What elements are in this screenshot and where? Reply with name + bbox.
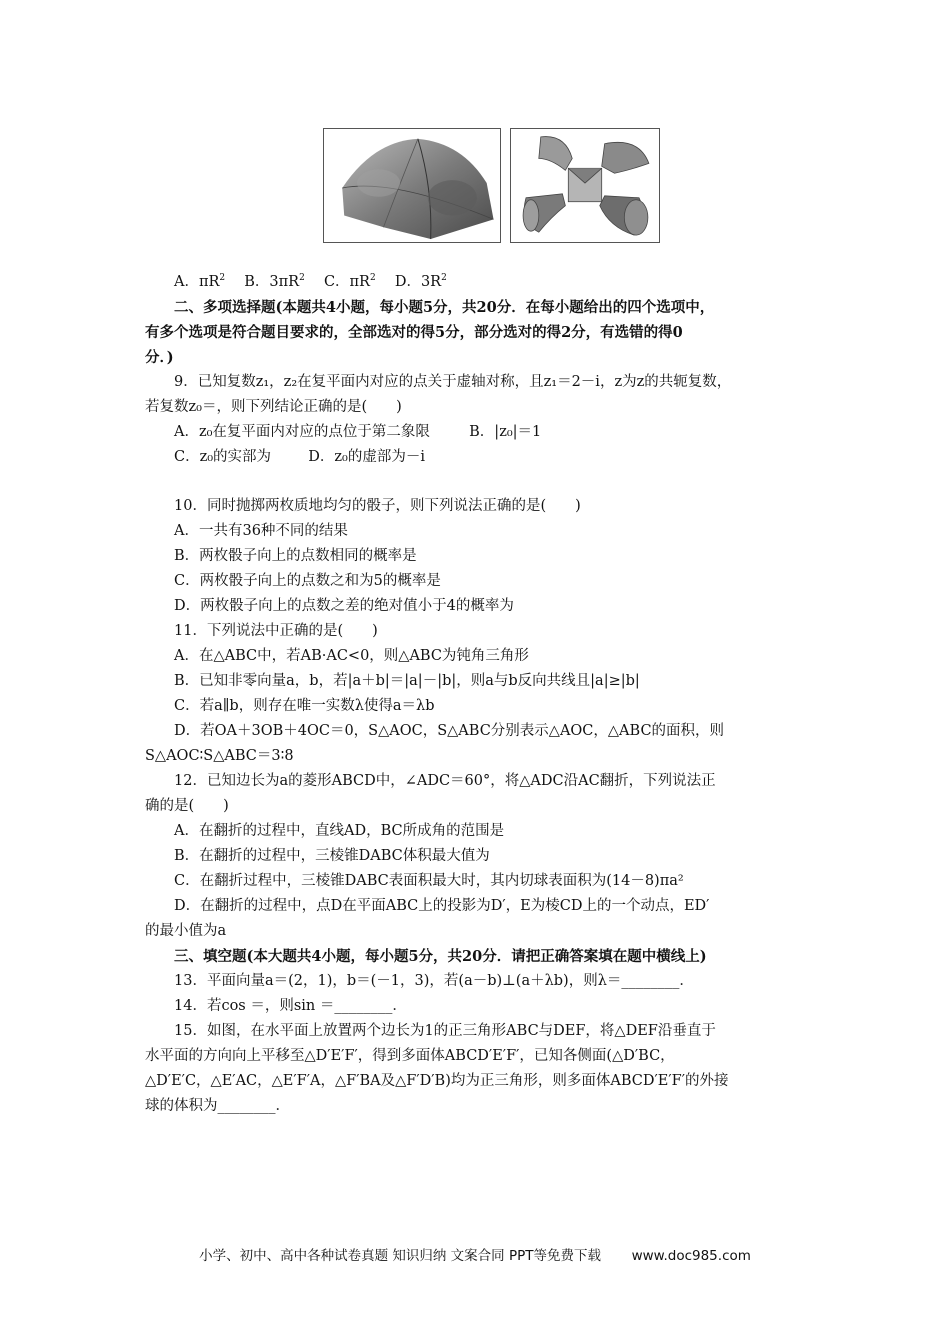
section2-heading-line2: 有多个选项是符合题目要求的，全部选对的得5分，部分选对的得2分，有选错的得0 [145, 324, 683, 341]
q9-option-b: B．|z₀|＝1 [469, 424, 542, 440]
q10-option-a: A．一共有36种不同的结果 [174, 523, 348, 539]
q8-option-d: D．$3R^2$ [394, 273, 447, 290]
rotating-shape-figure [510, 128, 660, 243]
q9-options-cd [145, 445, 815, 470]
q10-option-c: C．两枚骰子向上的点数之和为5的概率是 [174, 573, 441, 589]
q15-line2: 水平面的方向向上平移至△D′E′F′，得到多面体ABCD′E′F′，已知各侧面(△D′BC， [145, 1048, 675, 1064]
q11-option-d-line2: S△AOC∶S△ABC＝3∶8 [145, 748, 294, 764]
q11-option-b: B．已知非零向量a，b，若|a＋b|＝|a|－|b|，则a与b反向共线且|a|≥|b| [174, 673, 640, 689]
q9-option-a: A．z₀在复平面内对应的点位于第二象限 [174, 424, 430, 440]
page-footer [0, 1244, 950, 1264]
figure-row [323, 128, 660, 243]
exam-content [145, 270, 815, 1119]
rotating-shape-image [511, 129, 659, 242]
q15-line1: 15．如图，在水平面上放置两个边长为1的正三角形ABC与DEF，将△DEF沿垂直于 [174, 1023, 716, 1039]
section2-heading-line1: 二、多项选择题(本题共4小题，每小题5分，共20分．在每小题给出的四个选项中， [174, 299, 715, 316]
q8-option-c: C．$\pi R^2$ [323, 273, 376, 290]
q10-stem: 10．同时抛掷两枚质地均匀的骰子，则下列说法正确的是( ) [174, 498, 581, 514]
q13: 13．平面向量a＝(2，1)，b＝(－1，3)，若(a－b)⊥(a＋λb)，则λ＝________． [174, 973, 694, 989]
footer-url[interactable]: www.doc985.com [631, 1248, 751, 1264]
q9-options-ab [145, 420, 815, 445]
q11-option-d-line1: D．若OA＋3OB＋4OC＝0，S△AOC，S△ABC分别表示△AOC，△ABC的面积，则 [174, 723, 725, 739]
q9-stem-line1: 9．已知复数z₁，z₂在复平面内对应的点关于虚轴对称，且z₁＝2－i，z为z的共轭复数， [174, 374, 732, 390]
q10-option-d: D．两枚骰子向上的点数之差的绝对值小于4的概率为 [174, 598, 514, 614]
spacer [145, 470, 815, 494]
q9-stem-line2: 若复数z₀＝，则下列结论正确的是( ) [145, 399, 402, 415]
q15-line3: △D′E′C，△E′AC，△E′F′A，△F′BA及△F′D′B)均为正三角形，则多面体ABCD′E′F′的外接 [145, 1073, 729, 1089]
tent-figure [323, 128, 501, 243]
tent-image [324, 129, 500, 242]
q12-option-c: C．在翻折过程中，三棱锥DABC表面积最大时，其内切球表面积为(14－8)πa² [174, 873, 684, 889]
q8-option-a: A．$\pi R^2$ [174, 273, 226, 290]
q12-option-a: A．在翻折的过程中，直线AD，BC所成角的范围是 [174, 823, 505, 839]
q15-line4: 球的体积为________． [145, 1098, 290, 1114]
footer-text: 小学、初中、高中各种试卷真题 知识归纳 文案合同 PPT等免费下载 [199, 1248, 601, 1264]
q11-stem: 11．下列说法中正确的是( ) [174, 623, 378, 639]
q11-option-a: A．在△ABC中，若AB·AC<0，则△ABC为钝角三角形 [174, 648, 529, 664]
q8-option-b: B．$3\pi R^2$ [244, 273, 305, 290]
section2-heading-line3: 分．) [145, 349, 174, 366]
q11-option-c: C．若a∥b，则存在唯一实数λ使得a＝λb [174, 698, 435, 714]
q10-option-b: B．两枚骰子向上的点数相同的概率是 [174, 548, 417, 564]
q8-options [145, 270, 815, 295]
q14: 14．若cos ＝，则sin ＝________． [174, 998, 407, 1014]
q12-option-d-line2: 的最小值为a [145, 923, 227, 939]
q12-stem-line2: 确的是( ) [145, 798, 229, 814]
q12-option-d-line1: D．在翻折的过程中，点D在平面ABC上的投影为D′，E为棱CD上的一个动点，ED′ [174, 898, 710, 914]
q9-option-d: D．z₀的虚部为－i [308, 449, 425, 465]
q9-option-c: C．z₀的实部为 [174, 449, 272, 465]
q12-option-b: B．在翻折的过程中，三棱锥DABC体积最大值为 [174, 848, 490, 864]
section3-heading: 三、填空题(本大题共4小题，每小题5分，共20分．请把正确答案填在题中横线上) [174, 948, 707, 965]
q12-stem-line1: 12．已知边长为a的菱形ABCD中，∠ADC＝60°，将△ADC沿AC翻折，下列说法正 [174, 773, 716, 789]
